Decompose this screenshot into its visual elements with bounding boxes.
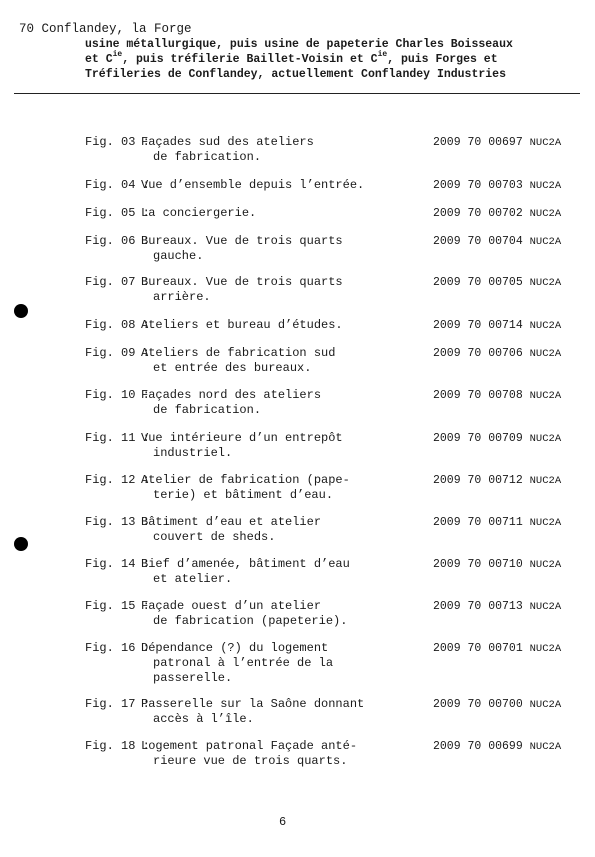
figure-caption-line-2: terie) et bâtiment d’eau. bbox=[153, 488, 334, 502]
subtitle-part-c: , puis Forges et bbox=[387, 53, 498, 66]
figure-caption-line-1: Ateliers de fabrication sud bbox=[141, 346, 336, 360]
figure-caption bbox=[141, 135, 391, 165]
figure-reference-number: 2009 70 00700 bbox=[433, 698, 523, 711]
figure-reference-code: NUC2A bbox=[529, 320, 562, 332]
figure-reference bbox=[433, 178, 561, 194]
figure-reference bbox=[433, 557, 561, 573]
figure-reference bbox=[433, 697, 561, 713]
figure-caption-line-2: de fabrication. bbox=[153, 150, 262, 164]
figure-reference-number: 2009 70 00704 bbox=[433, 235, 523, 248]
figure-reference bbox=[433, 431, 561, 447]
figure-caption bbox=[141, 739, 391, 769]
figure-reference-code: NUC2A bbox=[529, 390, 562, 402]
figure-caption-line-2: patronal à l’entrée de la bbox=[153, 656, 334, 670]
figure-caption-line-1: Bureaux. Vue de trois quarts bbox=[141, 234, 343, 248]
figure-reference bbox=[433, 739, 561, 755]
header-subtitle-line2 bbox=[85, 52, 565, 67]
figure-reference-number: 2009 70 00706 bbox=[433, 347, 523, 360]
figure-caption-line-2: accès à l’île. bbox=[153, 712, 254, 726]
figure-caption-line-3: passerelle. bbox=[153, 671, 233, 685]
figure-reference-number: 2009 70 00708 bbox=[433, 389, 523, 402]
figure-reference-number: 2009 70 00713 bbox=[433, 600, 523, 613]
figure-number: Fig. 13 : bbox=[85, 515, 150, 529]
figure-caption-line-1: Dépendance (?) du logement bbox=[141, 641, 329, 655]
figure-caption-line-1: La conciergerie. bbox=[141, 206, 257, 220]
figure-number: Fig. 14 : bbox=[85, 557, 150, 571]
figure-reference bbox=[433, 135, 561, 151]
figure-reference-code: NUC2A bbox=[529, 559, 562, 571]
figure-reference-code: NUC2A bbox=[529, 208, 562, 220]
figure-caption-line-1: Bâtiment d’eau et atelier bbox=[141, 515, 322, 529]
figure-caption-line-1: Logement patronal Façade anté- bbox=[141, 739, 358, 753]
figure-reference-code: NUC2A bbox=[529, 137, 562, 149]
figure-caption bbox=[141, 346, 391, 376]
figure-caption bbox=[141, 431, 391, 461]
figure-caption bbox=[141, 234, 391, 264]
figure-caption-line-1: Bief d’amenée, bâtiment d’eau bbox=[141, 557, 350, 571]
figure-reference-number: 2009 70 00705 bbox=[433, 276, 523, 289]
figure-reference-code: NUC2A bbox=[529, 741, 562, 753]
figure-number: Fig. 11 : bbox=[85, 431, 150, 445]
figure-reference-number: 2009 70 00714 bbox=[433, 319, 523, 332]
figure-caption bbox=[141, 641, 391, 686]
page-number: 6 bbox=[279, 815, 287, 829]
figure-reference bbox=[433, 346, 561, 362]
figure-caption-line-1: Façades nord des ateliers bbox=[141, 388, 322, 402]
figure-reference-code: NUC2A bbox=[529, 643, 562, 655]
figure-reference-code: NUC2A bbox=[529, 236, 562, 248]
header-subtitle bbox=[85, 37, 565, 82]
subtitle-part-b: , puis tréfilerie Baillet-Voisin et C bbox=[122, 53, 378, 66]
figure-reference bbox=[433, 641, 561, 657]
figure-caption-line-1: Vue d’ensemble depuis l’entrée. bbox=[141, 178, 365, 192]
figure-number: Fig. 06 : bbox=[85, 234, 150, 248]
figure-number: Fig. 09 : bbox=[85, 346, 150, 360]
figure-number: Fig. 10 : bbox=[85, 388, 150, 402]
figure-number: Fig. 03 : bbox=[85, 135, 150, 149]
figure-caption bbox=[141, 473, 391, 503]
figure-reference bbox=[433, 388, 561, 404]
figure-caption bbox=[141, 557, 391, 587]
figure-caption-line-2: de fabrication. bbox=[153, 403, 262, 417]
figure-caption-line-2: gauche. bbox=[153, 249, 204, 263]
figure-reference-code: NUC2A bbox=[529, 601, 562, 613]
figure-number: Fig. 18 : bbox=[85, 739, 150, 753]
figure-caption bbox=[141, 206, 391, 221]
figure-reference-code: NUC2A bbox=[529, 433, 562, 445]
figure-number: Fig. 15 : bbox=[85, 599, 150, 613]
figure-reference-code: NUC2A bbox=[529, 348, 562, 360]
header-place: 70 Conflandey, la Forge bbox=[19, 22, 192, 36]
figure-caption-line-2: industriel. bbox=[153, 446, 233, 460]
figure-caption-line-2: arrière. bbox=[153, 290, 211, 304]
figure-caption bbox=[141, 388, 391, 418]
figure-reference bbox=[433, 318, 561, 334]
figure-number: Fig. 05 : bbox=[85, 206, 150, 220]
header-subtitle-line3: Tréfileries de Conflandey, actuellement Conflandey Industries bbox=[85, 68, 506, 81]
figure-caption-line-1: Bureaux. Vue de trois quarts bbox=[141, 275, 343, 289]
figure-reference-code: NUC2A bbox=[529, 475, 562, 487]
binding-hole-bottom bbox=[14, 537, 28, 551]
figure-reference bbox=[433, 473, 561, 489]
figure-caption bbox=[141, 515, 391, 545]
figure-caption bbox=[141, 599, 391, 629]
figure-number: Fig. 16 : bbox=[85, 641, 150, 655]
figure-number: Fig. 17 : bbox=[85, 697, 150, 711]
figure-caption-line-1: Façade ouest d’un atelier bbox=[141, 599, 322, 613]
figure-reference-code: NUC2A bbox=[529, 517, 562, 529]
figure-reference bbox=[433, 275, 561, 291]
header-divider bbox=[14, 93, 580, 94]
figure-reference-code: NUC2A bbox=[529, 180, 562, 192]
figure-reference bbox=[433, 515, 561, 531]
figure-reference-number: 2009 70 00697 bbox=[433, 136, 523, 149]
figure-reference-number: 2009 70 00703 bbox=[433, 179, 523, 192]
figure-reference-number: 2009 70 00699 bbox=[433, 740, 523, 753]
figure-reference bbox=[433, 599, 561, 615]
subtitle-part-a: et C bbox=[85, 53, 113, 66]
figure-reference-number: 2009 70 00711 bbox=[433, 516, 523, 529]
figure-reference-code: NUC2A bbox=[529, 277, 562, 289]
figure-caption bbox=[141, 275, 391, 305]
figure-number: Fig. 12 : bbox=[85, 473, 150, 487]
figure-caption-line-2: rieure vue de trois quarts. bbox=[153, 754, 348, 768]
figure-reference-number: 2009 70 00712 bbox=[433, 474, 523, 487]
figure-reference-number: 2009 70 00709 bbox=[433, 432, 523, 445]
subtitle-sup-1: ie bbox=[112, 50, 123, 60]
figure-caption-line-2: couvert de sheds. bbox=[153, 530, 276, 544]
figure-number: Fig. 04 : bbox=[85, 178, 150, 192]
subtitle-sup-2: ie bbox=[377, 50, 388, 60]
binding-hole-top bbox=[14, 304, 28, 318]
figure-reference-number: 2009 70 00702 bbox=[433, 207, 523, 220]
figure-caption bbox=[141, 178, 391, 193]
figure-caption-line-1: Ateliers et bureau d’études. bbox=[141, 318, 343, 332]
figure-reference-number: 2009 70 00710 bbox=[433, 558, 523, 571]
figure-caption-line-1: Atelier de fabrication (pape- bbox=[141, 473, 350, 487]
header-subtitle-line1: usine métallurgique, puis usine de papeterie Charles Boisseaux bbox=[85, 38, 513, 51]
figure-caption bbox=[141, 318, 391, 333]
figure-number: Fig. 08 : bbox=[85, 318, 150, 332]
figure-number: Fig. 07 : bbox=[85, 275, 150, 289]
figure-reference-number: 2009 70 00701 bbox=[433, 642, 523, 655]
figure-caption-line-2: de fabrication (papeterie). bbox=[153, 614, 348, 628]
figure-reference-code: NUC2A bbox=[529, 699, 562, 711]
figure-reference bbox=[433, 234, 561, 250]
figure-caption-line-1: Façades sud des ateliers bbox=[141, 135, 314, 149]
figure-caption-line-2: et atelier. bbox=[153, 572, 233, 586]
figure-caption-line-1: Vue intérieure d’un entrepôt bbox=[141, 431, 343, 445]
figure-reference bbox=[433, 206, 561, 222]
figure-caption-line-1: Passerelle sur la Saône donnant bbox=[141, 697, 365, 711]
figure-caption-line-2: et entrée des bureaux. bbox=[153, 361, 312, 375]
figure-caption bbox=[141, 697, 391, 727]
